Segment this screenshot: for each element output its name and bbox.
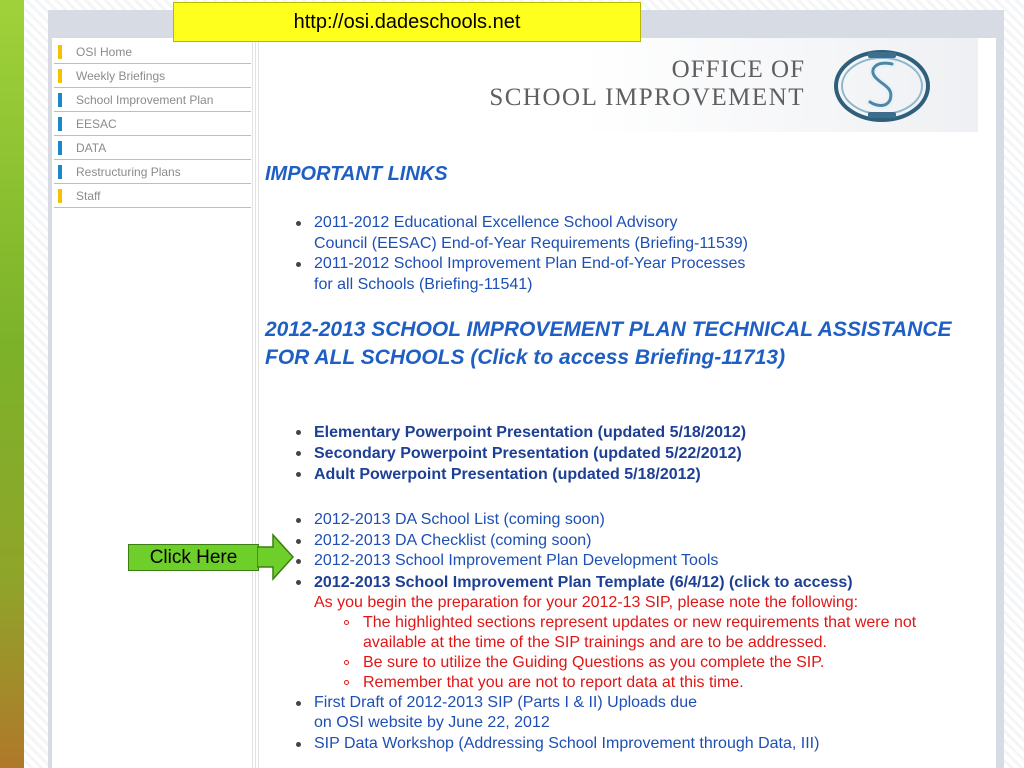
sidebar-item-label: Staff (76, 188, 101, 203)
da-checklist-link[interactable]: 2012-2013 DA Checklist (coming soon) (314, 531, 592, 549)
elementary-presentation-link[interactable]: Elementary Powerpoint Presentation (updated 5/18/2012) (314, 424, 747, 441)
sidebar-item-restructuring-plans[interactable] (54, 160, 251, 184)
link-line: 2011-2012 Educational Excellence School Advisory (314, 214, 678, 231)
bullet-icon (296, 472, 301, 477)
sidebar-item-label: Restructuring Plans (76, 164, 181, 179)
link-line: for all Schools (Briefing-11541) (314, 275, 533, 293)
link-line: on OSI website by June 22, 2012 (314, 714, 550, 731)
list-item (296, 531, 996, 552)
list-item (296, 422, 896, 443)
sip-development-tools-link[interactable]: 2012-2013 School Improvement Plan Development Tools (314, 552, 719, 569)
sidebar-item-data[interactable] (54, 136, 251, 160)
circle-bullet-icon (344, 680, 349, 685)
sidebar-item-label: School Improvement Plan (76, 92, 214, 107)
sip-end-of-year-link[interactable] (314, 254, 856, 295)
notes-list (314, 613, 996, 693)
slide-accent-bar (0, 0, 24, 768)
list-item (296, 213, 856, 254)
note-item (363, 673, 996, 693)
bullet-icon (296, 221, 301, 226)
da-school-list-link[interactable]: 2012-2013 DA School List (coming soon) (314, 511, 605, 528)
sidebar-item-staff[interactable] (54, 184, 251, 208)
sidebar-item-weekly-briefings[interactable] (54, 64, 251, 88)
sidebar-divider (252, 38, 260, 768)
first-draft-link[interactable] (314, 693, 996, 734)
presentations-list (296, 422, 896, 485)
list-item (296, 551, 996, 572)
nav-marker (58, 45, 62, 59)
nav-marker (58, 117, 62, 131)
important-links-heading: IMPORTANT LINKS (265, 163, 448, 185)
sip-template-link[interactable]: 2012-2013 School Improvement Plan Template (6/4/12) (click to access) (314, 573, 853, 591)
resources-list (296, 510, 996, 754)
bullet-icon (296, 262, 301, 267)
important-links-list (296, 213, 856, 295)
header-line1: OFFICE OF (671, 56, 805, 83)
nav-marker (58, 69, 62, 83)
sidebar-item-label: EESAC (76, 116, 117, 131)
sip-notice: As you begin the preparation for your 2012-13 SIP, please note the following: (314, 593, 859, 611)
nav-marker (58, 189, 62, 203)
arrow-right-icon (257, 533, 295, 581)
note-line: available at the time of the SIP trainings and are to be addressed. (363, 633, 827, 651)
circle-bullet-icon (344, 620, 349, 625)
list-item (296, 510, 996, 531)
list-item (296, 443, 896, 464)
click-here-callout: Click Here (128, 544, 259, 571)
sidebar-item-osi-home[interactable] (54, 40, 251, 64)
list-item (296, 464, 896, 485)
bullet-icon (296, 742, 301, 747)
list-item (296, 254, 856, 295)
sidebar-item-label: DATA (76, 140, 107, 155)
link-line: First Draft of 2012-2013 SIP (Parts I & II) Uploads due (314, 693, 697, 711)
sidebar-item-school-improvement-plan[interactable] (54, 88, 251, 112)
note-item (363, 653, 996, 673)
sidebar-item-eesac[interactable] (54, 112, 251, 136)
note-item (363, 613, 996, 653)
adult-presentation-link[interactable]: Adult Powerpoint Presentation (updated 5/18/2012) (314, 466, 701, 483)
bullet-icon (296, 539, 301, 544)
nav-marker (58, 141, 62, 155)
bullet-icon (296, 559, 301, 564)
eesac-requirements-link[interactable] (314, 213, 856, 254)
list-item (296, 734, 996, 755)
sidebar-item-label: OSI Home (76, 44, 133, 59)
note-line: Be sure to utilize the Guiding Questions as you complete the SIP. (363, 653, 825, 671)
circle-bullet-icon (344, 660, 349, 665)
link-line: Council (EESAC) End-of-Year Requirements (Briefing-11539) (314, 234, 748, 252)
note-line: Remember that you are not to report data at this time. (363, 673, 744, 691)
list-item (296, 693, 996, 734)
secondary-presentation-link[interactable]: Secondary Powerpoint Presentation (updated 5/22/2012) (314, 445, 742, 462)
list-item (296, 572, 996, 693)
sidebar-nav (54, 40, 251, 208)
header-line2: SCHOOL IMPROVEMENT (489, 84, 805, 111)
sidebar-item-label: Weekly Briefings (76, 68, 166, 83)
url-banner: http://osi.dadeschools.net (173, 2, 641, 42)
nav-marker (58, 93, 62, 107)
technical-assistance-heading[interactable]: 2012-2013 SCHOOL IMPROVEMENT PLAN TECHNICAL ASSISTANCE FOR ALL SCHOOLS (Click to access Briefing-11713) (265, 318, 952, 369)
bullet-icon (296, 518, 301, 523)
bullet-icon (296, 580, 301, 585)
bullet-icon (296, 701, 301, 706)
bullet-icon (296, 451, 301, 456)
osi-logo-icon (832, 44, 932, 126)
bullet-icon (296, 430, 301, 435)
note-line: The highlighted sections represent updates or new requirements that were not (363, 613, 917, 631)
sip-data-workshop-link[interactable]: SIP Data Workshop (Addressing School Improvement through Data, III) (314, 734, 820, 752)
link-line: 2011-2012 School Improvement Plan End-of-Year Processes (314, 255, 746, 272)
nav-marker (58, 165, 62, 179)
